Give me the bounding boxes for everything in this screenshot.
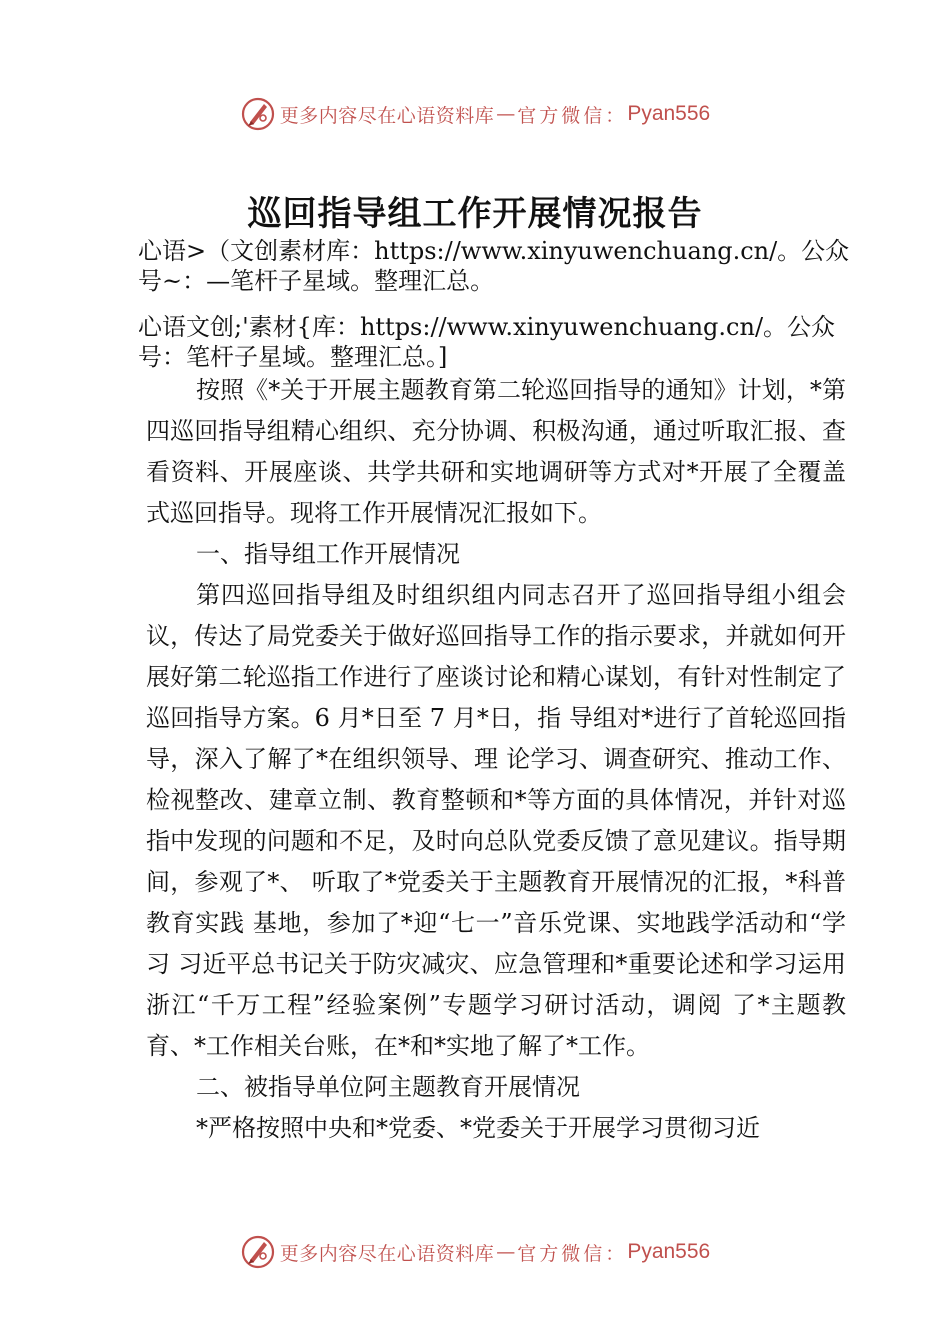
section-heading-1: 一、指导组工作开展情况 [196,540,460,568]
section-heading-2: 二、被指导单位阿主题教育开展情况 [196,1073,580,1101]
banner-wechat-label: 官方微信： [517,1242,628,1265]
paragraph-section-2: *严格按照中央和*党委、*党委关于开展学习贯彻习近 [196,1114,760,1142]
document-title: 巡回指导组工作开展情况报告 [247,194,703,234]
banner-brand-text: 更多内容尽在心语资料库 [279,1242,495,1265]
pen-logo-icon [240,1234,276,1270]
banner-separator: — [496,103,516,125]
paragraph-section-1: 第四巡回指导组及时组织组内同志召开了巡回指导组小组会议，传达了局党委关于做好巡回指导工作的指示要求，并就如何开展好第二轮巡指工作进行了座谈讨论和精心谋划，有针对性制定了巡回指导方案。6 月*日至 7 月*日，指 导组对*进行了首轮巡回指导，深入了解了*在组织领导、理 论学习、调查研究、推动工作、检视整改、建章立制、教育整顿和*等方面的具体情况，并针对巡指中发现的问题和不足，及时向总队党委反馈了意见建议。指导期间，参观了*、 听取了*党委关于主题教育开展情况的汇报，*科普教育实践 基地，参加了*迎“七一”音乐党课、实地践学活动和“学习 习近平总书记关于防灾减灾、应急管理和*重要论述和学习运用浙江“千万工程”经验案例”专题学习研讨活动，调阅 了*主题教育、*工作相关台账，在*和*实地了解了*工作。 [146,581,846,1060]
banner-wechat-id: Pyan556 [627,102,711,125]
header-banner [0,94,950,134]
paragraph-intro: 按照《*关于开展主题教育第二轮巡回指导的通知》计划，*第四巡回指导组精心组织、充分协调、积极沟通，通过听取汇报、查看资料、开展座谈、共学共研和实地调研等方式对*开展了全覆盖式巡回指导。现将工作开展情况汇报如下。 [146,376,846,527]
source-note-2: 心语文创;'素材{库：https://www.xinyuwenchuang.cn/。公众号：笔杆子星域。整理汇总。] [138,313,836,371]
footer-banner [0,1232,950,1272]
pen-logo-icon [240,96,276,132]
source-note-1: 心语>（文创素材库：https://www.xinyuwenchuang.cn/。公众号~：—笔杆子星域。整理汇总。 [138,237,850,295]
banner-brand-text: 更多内容尽在心语资料库 [279,104,495,127]
banner-wechat-label: 官方微信： [517,104,628,127]
document-body [146,370,846,1149]
banner-separator: — [496,1241,516,1263]
banner-wechat-id: Pyan556 [627,1240,711,1263]
